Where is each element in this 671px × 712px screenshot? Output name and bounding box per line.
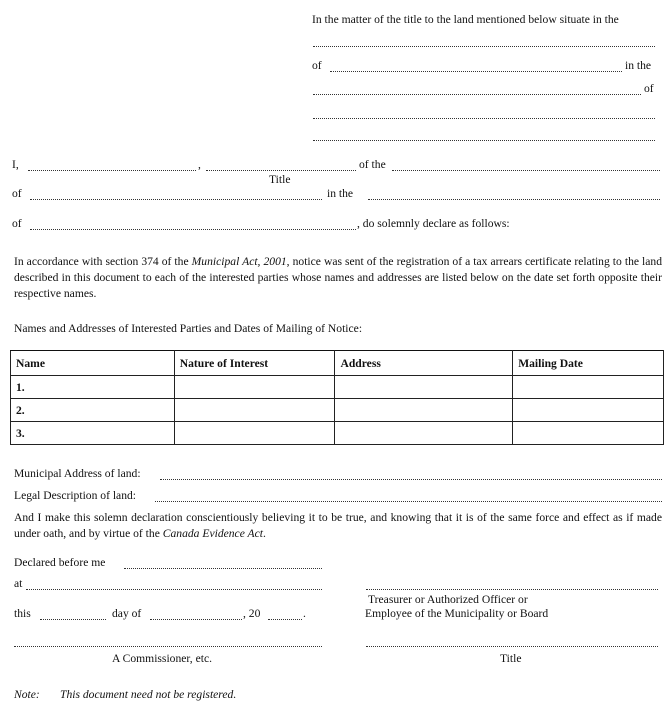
note-label: Note: — [14, 688, 40, 701]
at-label: at — [14, 577, 23, 590]
note-text: This document need not be registered. — [60, 688, 237, 701]
of-label-3: of — [12, 217, 22, 230]
declarant-region-field[interactable] — [368, 199, 660, 200]
table-header-row — [11, 351, 664, 376]
of-label-2: of — [12, 187, 22, 200]
title-signature-line[interactable] — [366, 646, 658, 647]
municipal-address-field[interactable] — [160, 479, 662, 480]
row-number: 2. — [11, 399, 175, 422]
declare-text: , do solemnly declare as follows: — [357, 217, 510, 230]
table-row — [11, 376, 664, 399]
in-the-label: in the — [625, 59, 652, 72]
declarant-title-field[interactable] — [206, 170, 356, 171]
municipality-line-2[interactable] — [313, 94, 641, 95]
col-name-header: Name — [11, 351, 175, 376]
solemn-prefix: And I make this solemn declaration conscientiously believing it to be true, and knowing that it is of the same force and effect as if made under oath, and by virtue of the — [14, 511, 662, 540]
year-prefix: , 20 — [243, 607, 261, 620]
commissioner-signature-line[interactable] — [14, 646, 322, 647]
declarant-name-field[interactable] — [28, 170, 196, 171]
declarant-of-the-field[interactable] — [392, 170, 660, 171]
municipal-act-name: Municipal Act, 2001 — [191, 255, 287, 268]
solemn-suffix: . — [262, 527, 266, 540]
of-the-label: of the — [359, 158, 386, 171]
table-row — [11, 422, 664, 445]
row-number: 3. — [11, 422, 175, 445]
notice-suffix: , notice was sent of the registration of a tax arrears certificate relating to the land described in this document to each of the interested parties whose names and addresses are listed below on the date set forth opposite their respective names. — [14, 255, 662, 300]
of-right-label: of — [644, 82, 654, 95]
municipality-line-3[interactable] — [313, 118, 655, 119]
legal-description-label: Legal Description of land: — [14, 489, 137, 502]
notice-paragraph — [14, 254, 662, 302]
of-label: of — [312, 59, 322, 72]
mailing-date-cell[interactable] — [513, 376, 664, 399]
commissioner-label: A Commissioner, etc. — [112, 652, 213, 665]
year-suffix: . — [303, 607, 306, 620]
municipality-of-field[interactable] — [330, 71, 622, 72]
col-address-header: Address — [335, 351, 513, 376]
treasurer-line-2: Employee of the Municipality or Board — [365, 607, 549, 620]
municipal-address-label: Municipal Address of land: — [14, 467, 141, 480]
table-caption: Names and Addresses of Interested Parties and Dates of Mailing of Notice: — [14, 322, 363, 335]
interest-cell[interactable] — [174, 422, 335, 445]
address-cell[interactable] — [335, 399, 513, 422]
table-row — [11, 399, 664, 422]
treasurer-signature-line[interactable] — [366, 589, 658, 590]
declarant-place-field[interactable] — [30, 229, 356, 230]
row-number: 1. — [11, 376, 175, 399]
declarant-comma: , — [198, 158, 201, 171]
interest-cell[interactable] — [174, 399, 335, 422]
at-field[interactable] — [26, 589, 322, 590]
month-field[interactable] — [150, 619, 242, 620]
mailing-date-cell[interactable] — [513, 422, 664, 445]
notice-prefix: In accordance with section 374 of the — [14, 255, 192, 268]
this-label: this — [14, 607, 31, 620]
solemn-declaration — [14, 510, 662, 542]
year-field[interactable] — [268, 619, 302, 620]
interest-cell[interactable] — [174, 376, 335, 399]
in-the-label-2: in the — [327, 187, 354, 200]
interested-parties-table — [10, 350, 664, 445]
declared-before-label: Declared before me — [14, 556, 106, 569]
treasurer-line-1: Treasurer or Authorized Officer or — [368, 593, 528, 606]
municipality-line-1[interactable] — [313, 46, 655, 47]
declared-before-field[interactable] — [124, 568, 322, 569]
col-mailing-date-header: Mailing Date — [513, 351, 664, 376]
address-cell[interactable] — [335, 376, 513, 399]
municipality-line-4[interactable] — [313, 140, 655, 141]
col-interest-header: Nature of Interest — [174, 351, 335, 376]
declarant-municipality-field[interactable] — [30, 199, 322, 200]
day-field[interactable] — [40, 619, 106, 620]
mailing-date-cell[interactable] — [513, 399, 664, 422]
legal-description-field[interactable] — [155, 501, 662, 502]
canada-evidence-act-name: Canada Evidence Act — [162, 527, 263, 540]
i-label: I, — [12, 158, 19, 171]
title-label: Title — [500, 652, 522, 665]
matter-heading: In the matter of the title to the land mentioned below situate in the — [312, 13, 619, 26]
day-of-label: day of — [112, 607, 142, 620]
title-caption: Title — [269, 173, 291, 186]
address-cell[interactable] — [335, 422, 513, 445]
